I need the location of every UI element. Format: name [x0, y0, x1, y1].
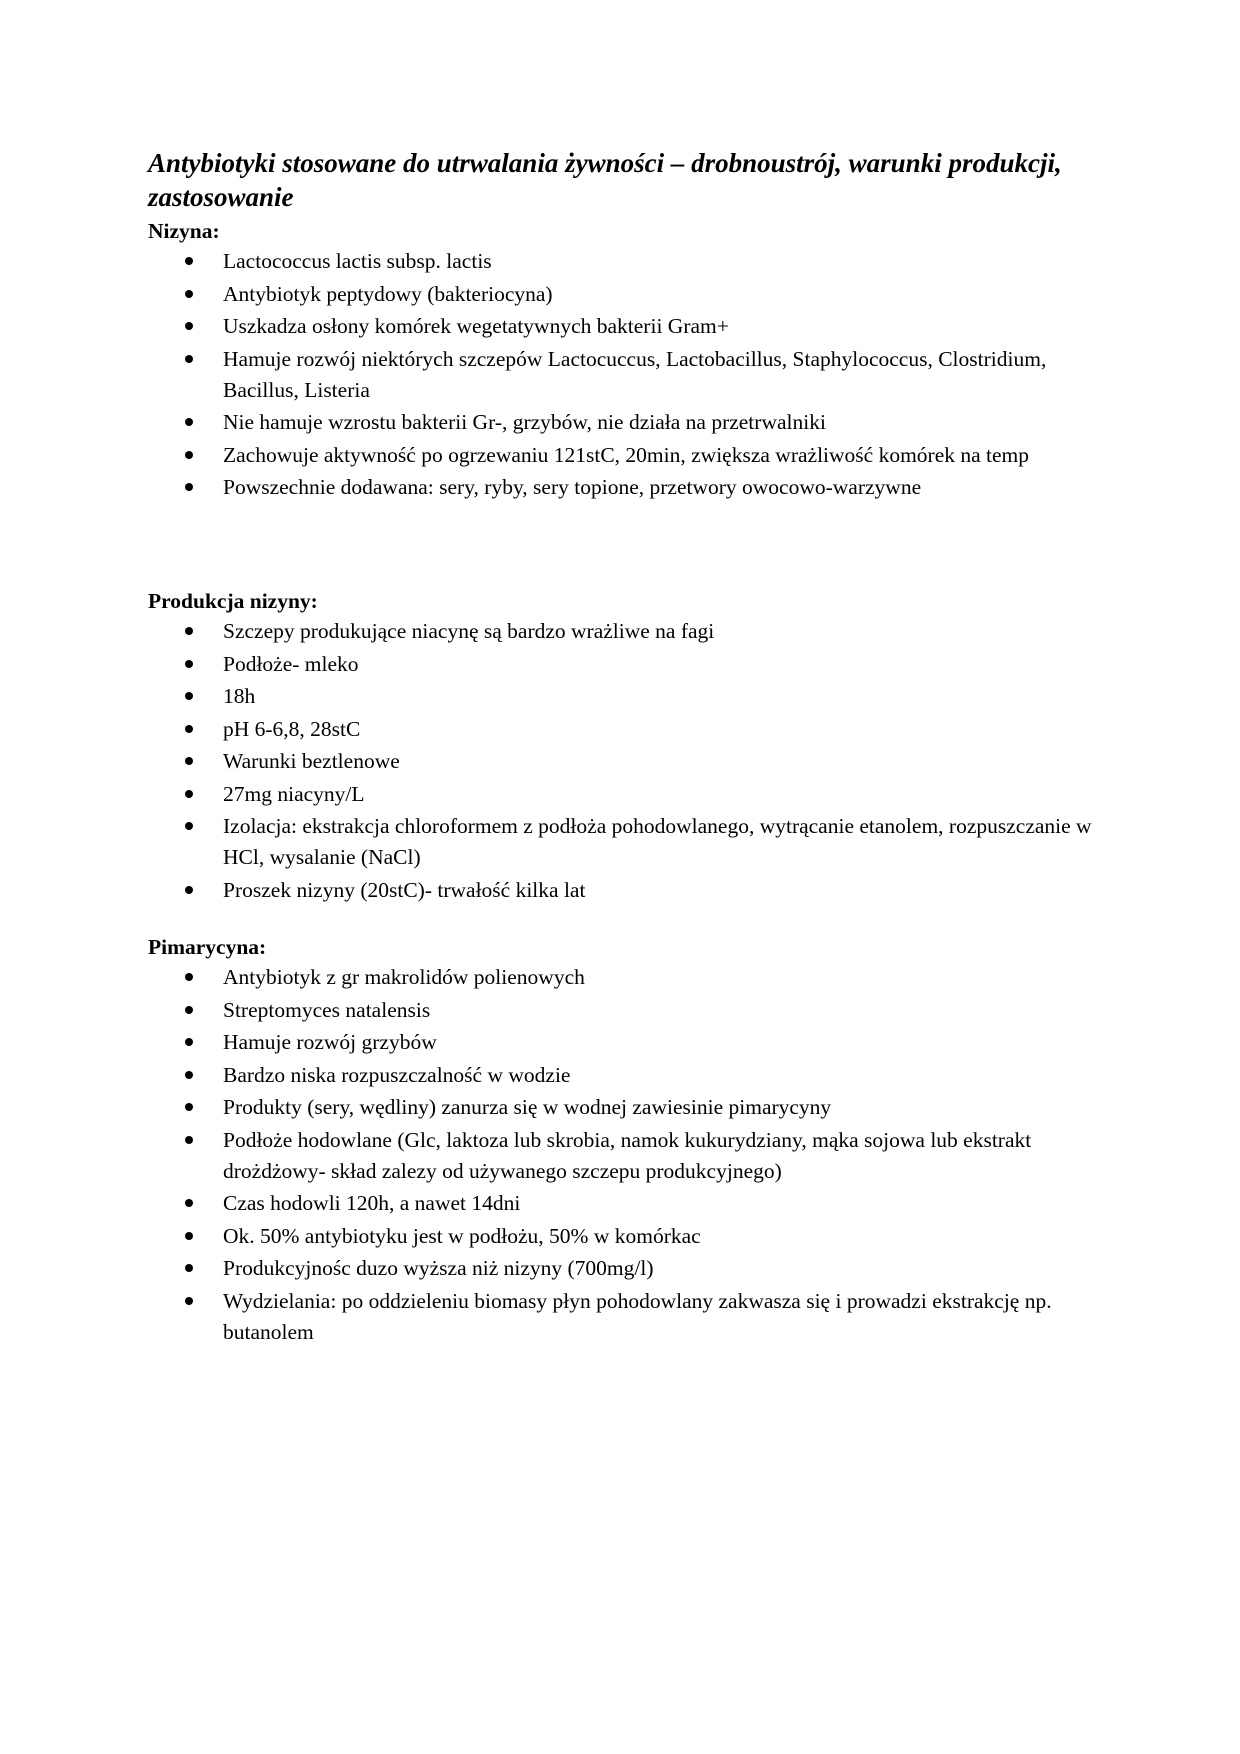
bullet-list: [148, 616, 1108, 906]
bullet-icon: [185, 725, 193, 733]
list-item: [148, 681, 1108, 712]
list-item-text: Lactococcus lactis subsp. lactis: [223, 249, 492, 273]
section-pimarycyna: [148, 932, 1108, 1349]
list-item-text: Warunki beztlenowe: [223, 749, 400, 773]
bullet-icon: [185, 355, 193, 363]
bullet-icon: [185, 822, 193, 830]
list-item-text: Antybiotyk z gr makrolidów polienowych: [223, 965, 585, 989]
list-item-text: Podłoże- mleko: [223, 651, 359, 676]
list-item-text: 27mg niacyny/L: [223, 781, 365, 806]
list-item: [148, 279, 1108, 310]
document-title: Antybiotyki stosowane do utrwalania żywności – drobnoustrój, warunki produkcji, zastosowanie: [148, 148, 1062, 212]
list-item-text: Wydzielania: po oddzieleniu biomasy płyn pohodowlany zakwasza się i prowadzi ekstrakcję np. butanolem: [223, 1288, 1052, 1344]
bullet-icon: [185, 886, 193, 894]
bullet-icon: [185, 290, 193, 298]
list-item-text: pH 6-6,8, 28stC: [223, 716, 361, 741]
list-item: [148, 649, 1108, 680]
list-item-text: Produkty (sery, wędliny) zanurza się w wodnej zawiesinie pimarycyny: [223, 1095, 832, 1119]
list-item-text: Streptomyces natalensis: [223, 997, 431, 1022]
list-item: [148, 311, 1108, 342]
bullet-icon: [185, 1232, 193, 1240]
section-heading: Pimarycyna:: [148, 935, 267, 959]
list-item-text: Podłoże hodowlane (Glc, laktoza lub skrobia, namok kukurydziany, mąka sojowa lub ekstrakt drożdżowy- skład zalezy od używanego szczepu produkcyjnego): [223, 1127, 1032, 1183]
bullet-icon: [185, 1103, 193, 1111]
list-item: [148, 472, 1108, 503]
bullet-icon: [185, 1136, 193, 1144]
bullet-icon: [185, 1264, 193, 1272]
list-item-text: 18h: [223, 684, 256, 708]
list-item: [148, 1188, 1108, 1219]
section-produkcja-nizyny: [148, 586, 1108, 907]
list-item: [148, 616, 1108, 647]
section-heading: Nizyna:: [148, 219, 220, 243]
bullet-icon: [185, 692, 193, 700]
list-item-text: Powszechnie dodawana: sery, ryby, sery topione, przetwory owocowo-warzywne: [223, 475, 922, 499]
bullet-icon: [185, 1006, 193, 1014]
bullet-icon: [185, 757, 193, 765]
list-item-text: Ok. 50% antybiotyku jest w podłożu, 50% w komórkac: [223, 1223, 701, 1248]
list-item-text: Proszek nizyny (20stC)- trwałość kilka lat: [223, 877, 586, 902]
list-item-text: Izolacja: ekstrakcja chloroformem z podłoża pohodowlanego, wytrącanie etanolem, rozpuszczanie w HCl, wysalanie (NaCl): [223, 814, 1092, 869]
list-item: [148, 1253, 1108, 1284]
section-nizyna: [148, 216, 1108, 505]
list-item: [148, 1027, 1108, 1058]
bullet-icon: [185, 451, 193, 459]
list-item: [148, 962, 1108, 993]
list-item: [148, 746, 1108, 777]
list-item: [148, 1221, 1108, 1252]
list-item: [148, 1060, 1108, 1091]
list-item: [148, 1125, 1108, 1187]
list-item: [148, 440, 1108, 471]
bullet-icon: [185, 973, 193, 981]
bullet-icon: [185, 1038, 193, 1046]
list-item: [148, 811, 1108, 873]
bullet-icon: [185, 418, 193, 426]
bullet-icon: [185, 627, 193, 635]
list-item-text: Produkcyjnośc duzo wyższa niż nizyny (700mg/l): [223, 1256, 654, 1280]
list-item-text: Hamuje rozwój grzybów: [223, 1030, 437, 1054]
list-item-text: Bardzo niska rozpuszczalność w wodzie: [223, 1062, 571, 1087]
list-item: [148, 1092, 1108, 1123]
list-item: [148, 407, 1108, 438]
bullet-icon: [185, 257, 193, 265]
list-item: [148, 1286, 1108, 1348]
list-item-text: Hamuje rozwój niektórych szczepów Lactocuccus, Lactobacillus, Staphylococcus, Clostridium, Bacillus, Listeria: [223, 346, 1047, 402]
list-item-text: Czas hodowli 120h, a nawet 14dni: [223, 1191, 521, 1215]
list-item-text: Antybiotyk peptydowy (bakteriocyna): [223, 281, 553, 306]
bullet-icon: [185, 322, 193, 330]
bullet-icon: [185, 1071, 193, 1079]
list-item: [148, 344, 1108, 406]
bullet-icon: [185, 790, 193, 798]
bullet-icon: [185, 483, 193, 491]
list-item: [148, 875, 1108, 906]
list-item-text: Szczepy produkujące niacynę są bardzo wrażliwe na fagi: [223, 619, 715, 643]
bullet-list: [148, 246, 1108, 503]
list-item-text: Nie hamuje wzrostu bakterii Gr-, grzybów, nie działa na przetrwalniki: [223, 410, 826, 434]
bullet-list: [148, 962, 1108, 1348]
list-item-text: Zachowuje aktywność po ogrzewaniu 121stC, 20min, zwiększa wrażliwość komórek na temp: [223, 442, 1030, 467]
list-item: [148, 779, 1108, 810]
bullet-icon: [185, 1199, 193, 1207]
section-heading: Produkcja nizyny:: [148, 589, 318, 613]
bullet-icon: [185, 660, 193, 668]
list-item: [148, 246, 1108, 277]
bullet-icon: [185, 1297, 193, 1305]
list-item: [148, 995, 1108, 1026]
list-item-text: Uszkadza osłony komórek wegetatywnych bakterii Gram+: [223, 314, 729, 338]
list-item: [148, 714, 1108, 745]
